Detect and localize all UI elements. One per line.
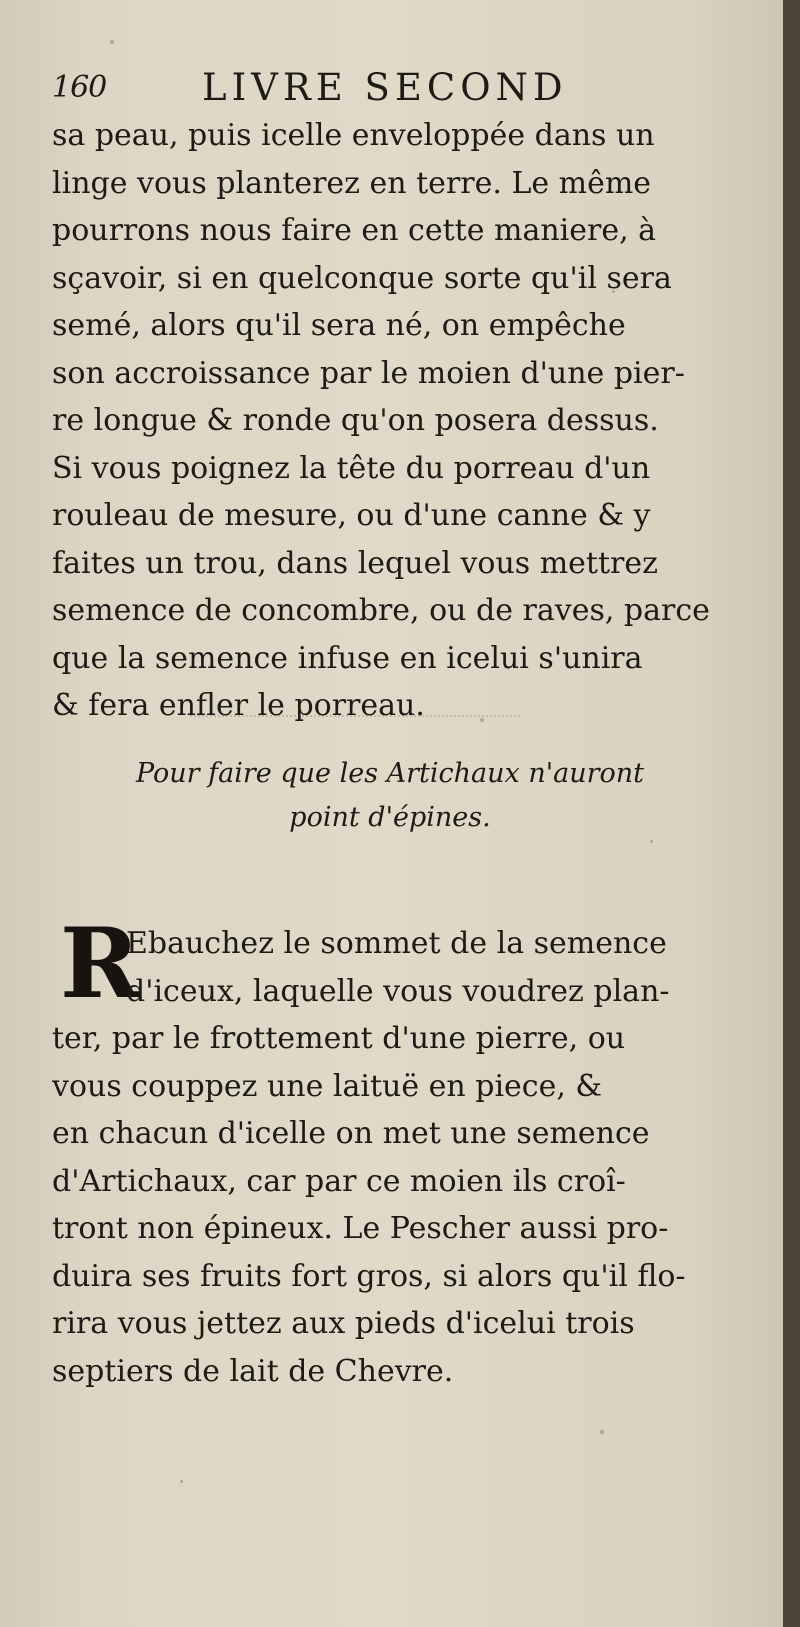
text-line: son accroissance par le moien d'une pier- [52,355,685,391]
text-line: linge vous planterez en terre. Le même [52,165,652,201]
text-line: duira ses fruits fort gros, si alors qu'il flo- [52,1258,686,1294]
text-line: semé, alors qu'il sera né, on empêche [52,308,626,343]
heading-line: point d'épines. [289,802,491,833]
text-line: semence de concombre, ou de raves, parce [52,593,710,628]
page-edge-shadow [783,0,800,1627]
text-line: sçavoir, si en quelconque sorte qu'il sera [52,260,672,296]
paper-speck [650,840,653,843]
section-paragraph [52,907,742,1395]
text-line: Ebauchez le sommet de la semence [126,926,667,961]
paper-speck [600,1430,604,1434]
text-line: & fera enfler le porreau. [52,688,425,723]
text-line: pourrons nous faire en cette maniere, à [52,213,657,248]
text-line: sa peau, puis icelle enveloppée dans un [52,118,655,153]
text-line: rira vous jettez aux pieds d'icelui trois [52,1306,635,1341]
text-line: rouleau de mesure, ou d'une canne & y [52,498,651,533]
text-line: d'iceux, laquelle vous voudrez plan- [126,973,670,1009]
section-heading [80,752,700,840]
drop-cap: R [60,907,140,1020]
paper-speck [110,40,114,44]
running-title: LIVRE SECOND [202,66,568,109]
text-line: ter, par le frottement d'une pierre, ou [52,1021,626,1056]
paper-speck [180,1480,183,1483]
text-line: vous couppez une laituë en piece, & [52,1068,603,1104]
text-line: en chacun d'icelle on met une semence [52,1116,650,1151]
page-number: 160 [52,70,107,105]
text-line: faites un trou, dans lequel vous mettrez [52,545,658,581]
text-line: septiers de lait de Chevre. [52,1353,454,1389]
heading-line: Pour faire que les Artichaux n'auront [135,758,645,789]
text-line: Si vous poignez la tête du porreau d'un [52,450,651,486]
text-line: que la semence infuse en icelui s'unira [52,640,643,676]
section-separator [190,715,520,731]
page-header [52,58,752,108]
continued-paragraph [52,112,742,730]
text-line: tront non épineux. Le Pescher aussi pro- [52,1211,669,1246]
text-line: d'Artichaux, car par ce moien ils croî- [52,1163,626,1199]
text-line: re longue & ronde qu'on posera dessus. [52,403,659,438]
